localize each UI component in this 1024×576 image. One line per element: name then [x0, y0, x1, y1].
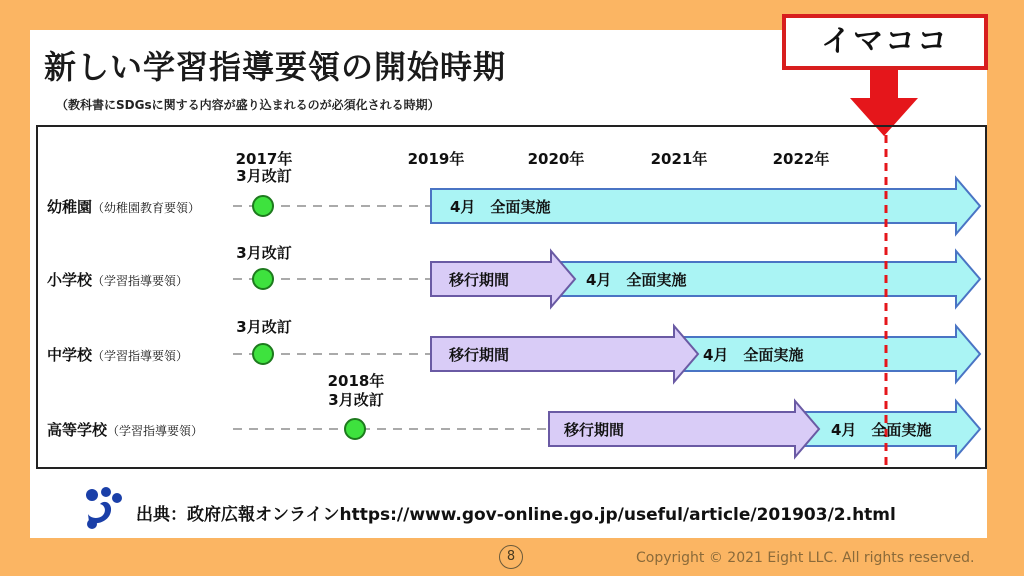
page-title: 新しい学習指導要領の開始時期 — [44, 48, 507, 86]
revision-label: 3月改訂 — [236, 244, 292, 262]
row-label-high-school — [47, 419, 203, 440]
year-label: 2017年 — [235, 150, 293, 168]
transition-label: 移行期間 — [449, 346, 510, 364]
year-label: 2019年 — [407, 150, 465, 168]
now-marker-label: イマココ — [782, 14, 988, 70]
transition-label: 移行期間 — [564, 421, 625, 439]
page-subtitle: （教科書にSDGsに関する内容が盛り込まれるのが必須化される時期） — [56, 98, 440, 112]
row-label-main: 高等学校 — [47, 421, 108, 439]
full-implementation-label: 4月 全面実施 — [703, 346, 804, 364]
full-implementation-label: 4月 全面実施 — [586, 271, 687, 289]
row-label-junior-high — [47, 344, 188, 365]
full-implementation-label: 4月 全面実施 — [450, 198, 551, 216]
full-implementation-label: 4月 全面実施 — [831, 421, 932, 439]
row-label-main: 幼稚園 — [47, 198, 93, 216]
year-label: 2020年 — [527, 150, 585, 168]
year-label: 2022年 — [772, 150, 830, 168]
row-label-main: 中学校 — [47, 346, 93, 364]
revision-label: 3月改訂 — [236, 318, 292, 336]
year-label: 2021年 — [650, 150, 708, 168]
revision-dot — [252, 343, 274, 365]
revision-label: 3月改訂 — [328, 391, 384, 409]
row-label-elementary — [47, 269, 188, 290]
timeline-diagram — [36, 125, 987, 469]
revision-label: 3月改訂 — [236, 167, 292, 185]
government-logo-icon — [84, 486, 124, 530]
copyright-notice: Copyright © 2021 Eight LLC. All rights reserved. — [636, 550, 975, 566]
transition-label: 移行期間 — [449, 271, 510, 289]
revision-dot — [252, 268, 274, 290]
revision-dot — [344, 418, 366, 440]
row-label-sub: （幼稚園教育要領） — [92, 201, 201, 215]
source-citation: 出典：政府広報オンラインhttps://www.gov-online.go.jp/useful/article/201903/2.html — [136, 505, 896, 525]
revision-year-label: 2018年 — [327, 372, 385, 390]
row-label-kindergarten — [47, 196, 200, 217]
row-label-sub: （学習指導要領） — [92, 274, 189, 288]
row-label-sub: （学習指導要領） — [92, 349, 189, 363]
row-label-sub: （学習指導要領） — [107, 424, 204, 438]
row-label-main: 小学校 — [47, 271, 93, 289]
revision-dot — [252, 195, 274, 217]
page-number: 8 — [499, 545, 523, 569]
